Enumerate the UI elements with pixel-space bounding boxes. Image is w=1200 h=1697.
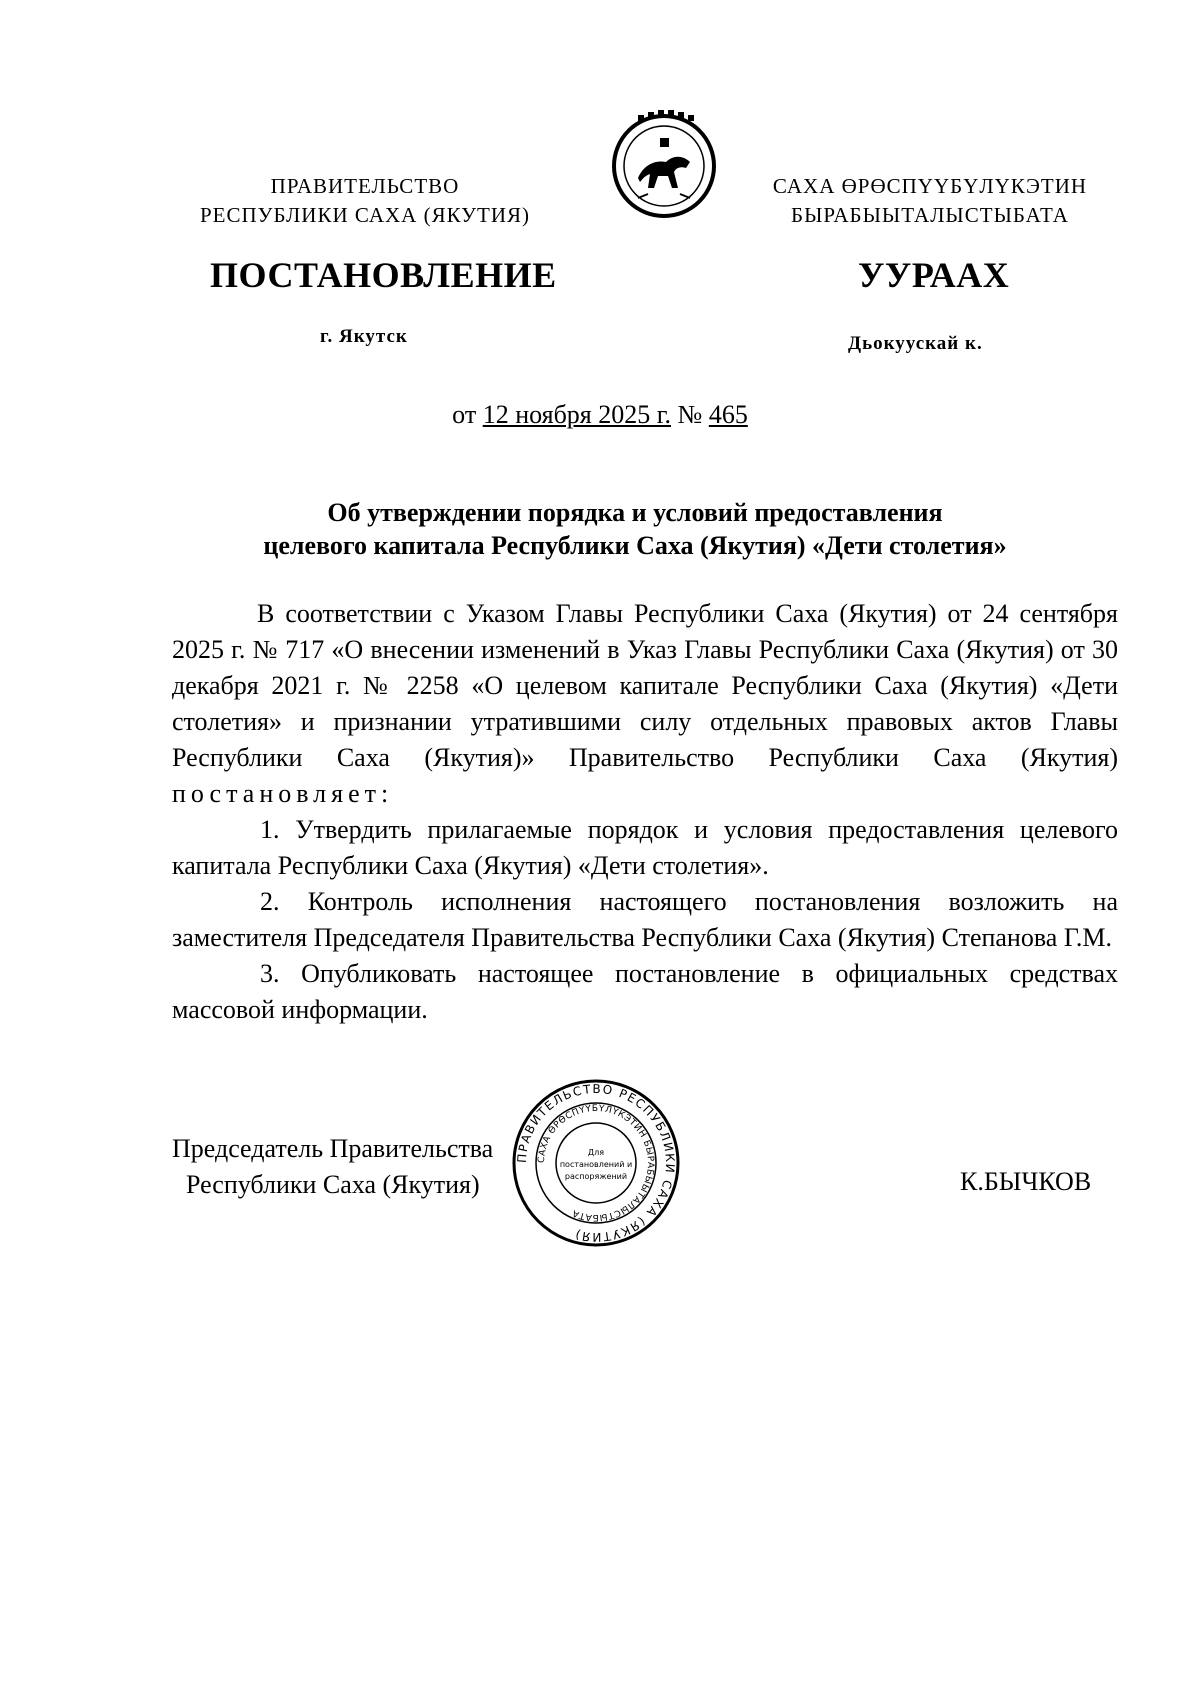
gov-name-ru-line2: РЕСПУБЛИКИ САХА (ЯКУТИЯ) — [199, 203, 531, 227]
signatory-title — [172, 1131, 532, 1203]
seal-outer-text: ПРАВИТЕЛЬСТВО РЕСПУБЛИКИ САХА (ЯКУТИЯ) — [514, 1081, 678, 1245]
title-line1: Об утверждении порядка и условий предоставления — [327, 498, 943, 527]
preamble-paragraph — [172, 596, 1118, 812]
resolves-text: постановляет: — [172, 779, 394, 808]
title-line2: целевого капитала Республики Саха (Якутия) «Дети столетия» — [263, 531, 1007, 560]
document-date: 12 ноября 2025 г. — [482, 400, 671, 429]
item-2: 2. Контроль исполнения настоящего постановления возложить на заместителя Председателя Правительства Республики Саха (Якутия) Степанова Г.М. — [172, 887, 1118, 952]
signatory-title-line2: Республики Саха (Якутия) — [186, 1170, 480, 1199]
seal-center-line1: Для — [587, 1148, 605, 1157]
signatory-title-line1: Председатель Правительства — [172, 1134, 494, 1163]
number-sign: № — [677, 400, 703, 429]
seal-center-line2: постановлений и — [559, 1160, 633, 1169]
doctype-ru: ПОСТАНОВЛЕНИЕ — [210, 255, 557, 295]
gov-name-ru — [160, 172, 570, 230]
item-3: 3. Опубликовать настоящее постановление в официальных средствах массовой информации. — [172, 959, 1118, 1024]
document-number: 465 — [708, 400, 748, 429]
gov-name-sakha — [745, 172, 1115, 230]
item-1: 1. Утвердить прилагаемые порядок и условия предоставления целевого капитала Республики Саха (Якутия) «Дети столетия». — [172, 815, 1118, 880]
doctype-sakha: УУРААХ — [858, 255, 1010, 295]
gov-name-sakha-line1: САХА ӨРӨСПҮҮБҮЛҮКЭТИН — [772, 174, 1088, 198]
document-body — [172, 596, 1118, 1028]
coat-of-arms-emblem — [608, 108, 720, 218]
gov-name-sakha-line2: БЫРАБЫЫТАЛЫСТЫБАТА — [791, 203, 1069, 227]
seal-center-line3: распоряжений — [564, 1172, 628, 1181]
date-prefix: от — [452, 400, 477, 429]
seal-inner-text: САХА ӨРӨСПҮҮБҮЛҮКЭТИН БЫРАБЫЫТАЛЫСТЫБАТА — [536, 1103, 656, 1223]
preamble-text: В соответствии с Указом Главы Республики Саха (Якутия) от 24 сентября 2025 г. № 717 «О внесении изменений в Указ Главы Республики Саха (Якутия) от 30 декабря 2021 г. № 2258 «О целевом капитале Республики Саха (Якутия) «Дети столетия» и признании утратившими силу отдельных правовых актов Главы Республики Саха (Якутия)» Правительство Республики Саха (Якутия) — [172, 599, 1118, 772]
city-ru: г. Якутск — [320, 326, 408, 347]
signatory-name: К.БЫЧКОВ — [960, 1167, 1092, 1196]
official-seal — [510, 1077, 682, 1249]
city-sakha: Дьокуускай к. — [848, 333, 983, 354]
document-title — [170, 496, 1100, 562]
date-line — [0, 400, 1200, 430]
gov-name-ru-line1: ПРАВИТЕЛЬСТВО — [270, 174, 460, 198]
